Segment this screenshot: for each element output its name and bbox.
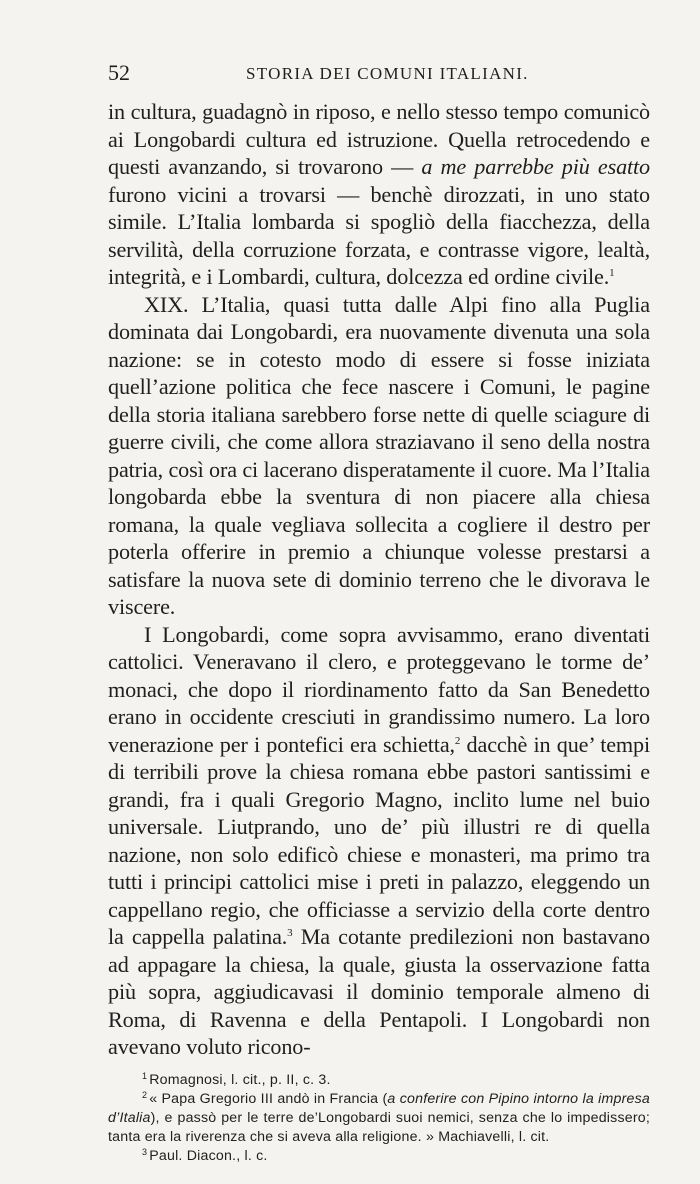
running-title: STORIA DEI COMUNI ITALIANI. <box>246 64 529 83</box>
book-page <box>108 60 650 1166</box>
text-run: dacchè in que’ tempi di terribili prove la chiesa romana ebbe pastori santissimi e grandi, fra i quali Gregorio Magno, inclito lume nel buio universale. Liutprando, uno de’ più illustri re di quella nazione, non solo edificò chiese e monasteri, ma primo tra tutti i principi cattolici mise i preti in palazzo, eleggendo un cappellano regio, che officiasse a servizio della corte dentro la cappella palatina. <box>108 731 650 949</box>
footnote-reference: 1 <box>609 267 615 279</box>
footnotes <box>108 1071 650 1166</box>
page-number: 52 <box>108 60 130 85</box>
footnote <box>108 1090 650 1147</box>
text-run: Paul. Diacon., l. c. <box>149 1147 268 1164</box>
paragraph <box>108 98 650 291</box>
text-run: furono vicini a trovarsi — benchè dirozzati, in uno stato simile. L’Italia lombarda si spogliò della fiacchezza, della servilità, della corruzione forzata, e contrasse vigore, lealtà, integrità, e i Lombardi, cultura, dolcezza ed ordine civile. <box>108 181 650 289</box>
footnote-mark: 1 <box>142 1070 148 1081</box>
text-run: Romagnosi, l. cit., p. II, c. 3. <box>149 1071 331 1088</box>
footnote-reference: 2 <box>454 734 461 747</box>
italic-text: a conferire con Pipino intorno la impresa d’Italia <box>108 1090 650 1126</box>
text-run: « Papa Gregorio III andò in Francia ( <box>149 1090 388 1107</box>
text-run: ), e passò per le terre de’Longobardi suoi nemici, senza che lo impedissero; tanta era la riverenza che si aveva alla religione. » Machiavelli, l. cit. <box>108 1109 650 1145</box>
footnote-mark: 2 <box>142 1089 148 1100</box>
paragraph <box>108 621 650 1061</box>
running-header <box>108 60 650 88</box>
footnote <box>108 1147 650 1166</box>
text-run: XIX. L’Italia, quasi tutta dalle Alpi fino alla Puglia dominata dai Longobardi, era nuovamente divenuta una sola nazione: se in cotesto modo di essere si fosse iniziata quell’azione politica che fece nascere i Comuni, le pagine della storia italiana sarebbero forse nette di quelle sciagure di guerre civili, che come allora straziavano il seno della nostra patria, così ora ci lacerano disperatamente il cuore. Ma l’Italia longobarda ebbe la sventura di non piacere alla chiesa romana, la quale vegliava sollecita a cogliere il destro per poterla offerire in premio a chiunque volesse prestarsi a satisfare la nuova sete di dominio terreno che le divorava le viscere. <box>108 291 650 619</box>
italic-text: a me parrebbe più esatto <box>421 154 650 179</box>
text-run: in cultura, guadagnò in riposo, e nello stesso tempo comunicò ai Longobardi cultura ed istruzione. Quella retrocedendo e questi avanzando, si trovarono — <box>108 99 650 179</box>
footnote-reference: 3 <box>287 927 293 939</box>
body-text <box>108 98 650 1061</box>
text-run: I Longobardi, come sopra avvisammo, erano diventati cattolici. Veneravano il clero, e proteggevano le torme de’ monaci, che dopo il riordinamento fatto da San Benedetto erano in occidente cresciuti in grandissimo numero. La loro venerazione per i pontefici era schietta, <box>108 621 650 757</box>
footnote-mark: 3 <box>142 1146 148 1157</box>
text-run: Ma cotante predilezioni non bastavano ad appagare la chiesa, la quale, giusta la osservazione fatta più sopra, aggiudicavasi il dominio temporale almeno di Roma, di Ravenna e della Pentapoli. I Longobardi non avevano voluto ricono- <box>108 924 650 1059</box>
paragraph <box>108 291 650 621</box>
footnote <box>108 1071 650 1090</box>
